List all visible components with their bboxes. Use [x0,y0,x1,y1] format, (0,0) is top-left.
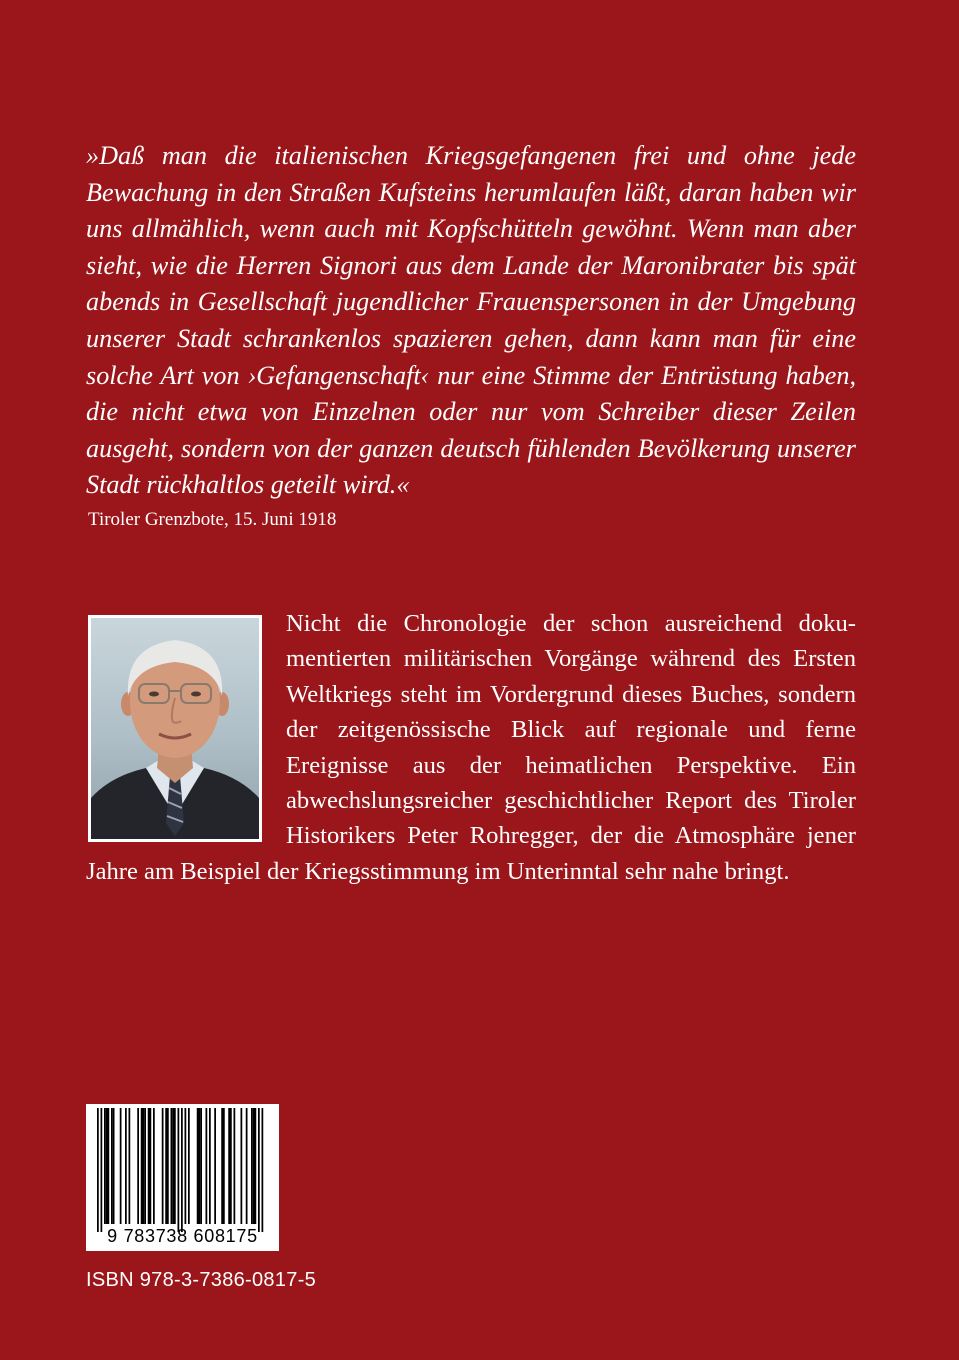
photo-spacer [86,606,286,849]
barcode-bar [246,1108,248,1224]
barcode-bar [200,1108,202,1224]
barcode-bar [129,1108,131,1224]
barcode-guard-bar [101,1108,103,1232]
barcode-guard-bar [97,1108,99,1232]
barcode-bar [174,1108,176,1224]
barcode-bar [253,1108,255,1224]
barcode-guard-bar [178,1108,180,1232]
barcode-bar [185,1108,187,1224]
isbn-number: ISBN 978-3-7386-0817-5 [86,1269,317,1291]
barcode-bar [141,1108,143,1224]
barcode-bar [167,1108,169,1224]
cover-quote: »Daß man die italienischen Kriegsgefangenen frei und ohne jede Bewachung in den Straßen Kufsteins herumlaufen läßt, daran haben wir uns allmählich, wenn auch mit Kopfschütteln gewöhnt. Wenn man aber sieht, wie die Herren Signori aus dem Lande der Maronibrater bis spät abends in Gesellschaft jugendlicher Frauenspersonen in der Umgebung unserer Stadt schrankenlos spazieren gehen, dann kann man für eine solche Art von ›Gefangenschaft‹ nur eine Stimme der Entrüstung haben, die nicht etwa von Einzelnen oder nur vom Schreiber dieser Zeilen ausgeht, sondern von der ganzen deutsch fühlenden Bevölkerung unserer Stadt rückhaltlos geteilt wird.« [86,141,856,500]
isbn-barcode [86,1104,279,1251]
barcode-bar [228,1108,230,1224]
barcode-bar [214,1108,216,1224]
barcode-bar [230,1108,232,1224]
barcode-bar [172,1108,174,1224]
barcode-bar [197,1108,199,1224]
barcode-guard-bar [258,1108,260,1232]
barcode-guard-bar [262,1108,264,1232]
barcode-bar [108,1108,110,1224]
barcode-bar [104,1108,106,1224]
barcode-bar [111,1108,113,1224]
barcode-bar [255,1108,257,1224]
book-description-text: Nicht die Chronologie der schon ausreichend dokumentierten militärischen Vorgänge während des Ersten Weltkriegs steht im Vordergrund dieses Buches, sondern der zeitgenössische Blick auf regionale und ferne Ereignisse aus der heimatlichen Perspektive. Ein abwechslungsreicher geschichtlicher Report des Tiroler Historikers Peter Rohregger, der die Atmosphäre jener Jahre am Beispiel der Kriegsstimmung im Unterinntal sehr nahe bringt. [86,610,856,885]
barcode-bar [148,1108,150,1224]
book-description [86,606,856,889]
barcode-bar [251,1108,253,1224]
barcode-bar [241,1108,243,1224]
barcode-bar [153,1108,155,1224]
barcode-bar [120,1108,122,1224]
barcode-bar [171,1108,173,1224]
barcode-bar [199,1108,201,1224]
barcode-bar [188,1108,190,1224]
barcode-bar [223,1108,225,1224]
barcode-guard-bar [181,1108,183,1232]
barcode-bar [125,1108,127,1224]
quote-source: Tiroler Grenzbote, 15. Juni 1918 [88,509,337,530]
barcode-bar [162,1108,164,1224]
barcode-bar [144,1108,146,1224]
barcode-bar [150,1108,152,1224]
barcode-bar [234,1108,236,1224]
barcode-bar [165,1108,167,1224]
barcode-bar [143,1108,145,1224]
barcode-bar [209,1108,211,1224]
barcode-bar [221,1108,223,1224]
barcode-digits: 9 783738 608175 [107,1226,258,1246]
barcode-bar [137,1108,139,1224]
barcode-bar [106,1108,108,1224]
barcode-bar [113,1108,115,1224]
barcode-bar [206,1108,208,1224]
